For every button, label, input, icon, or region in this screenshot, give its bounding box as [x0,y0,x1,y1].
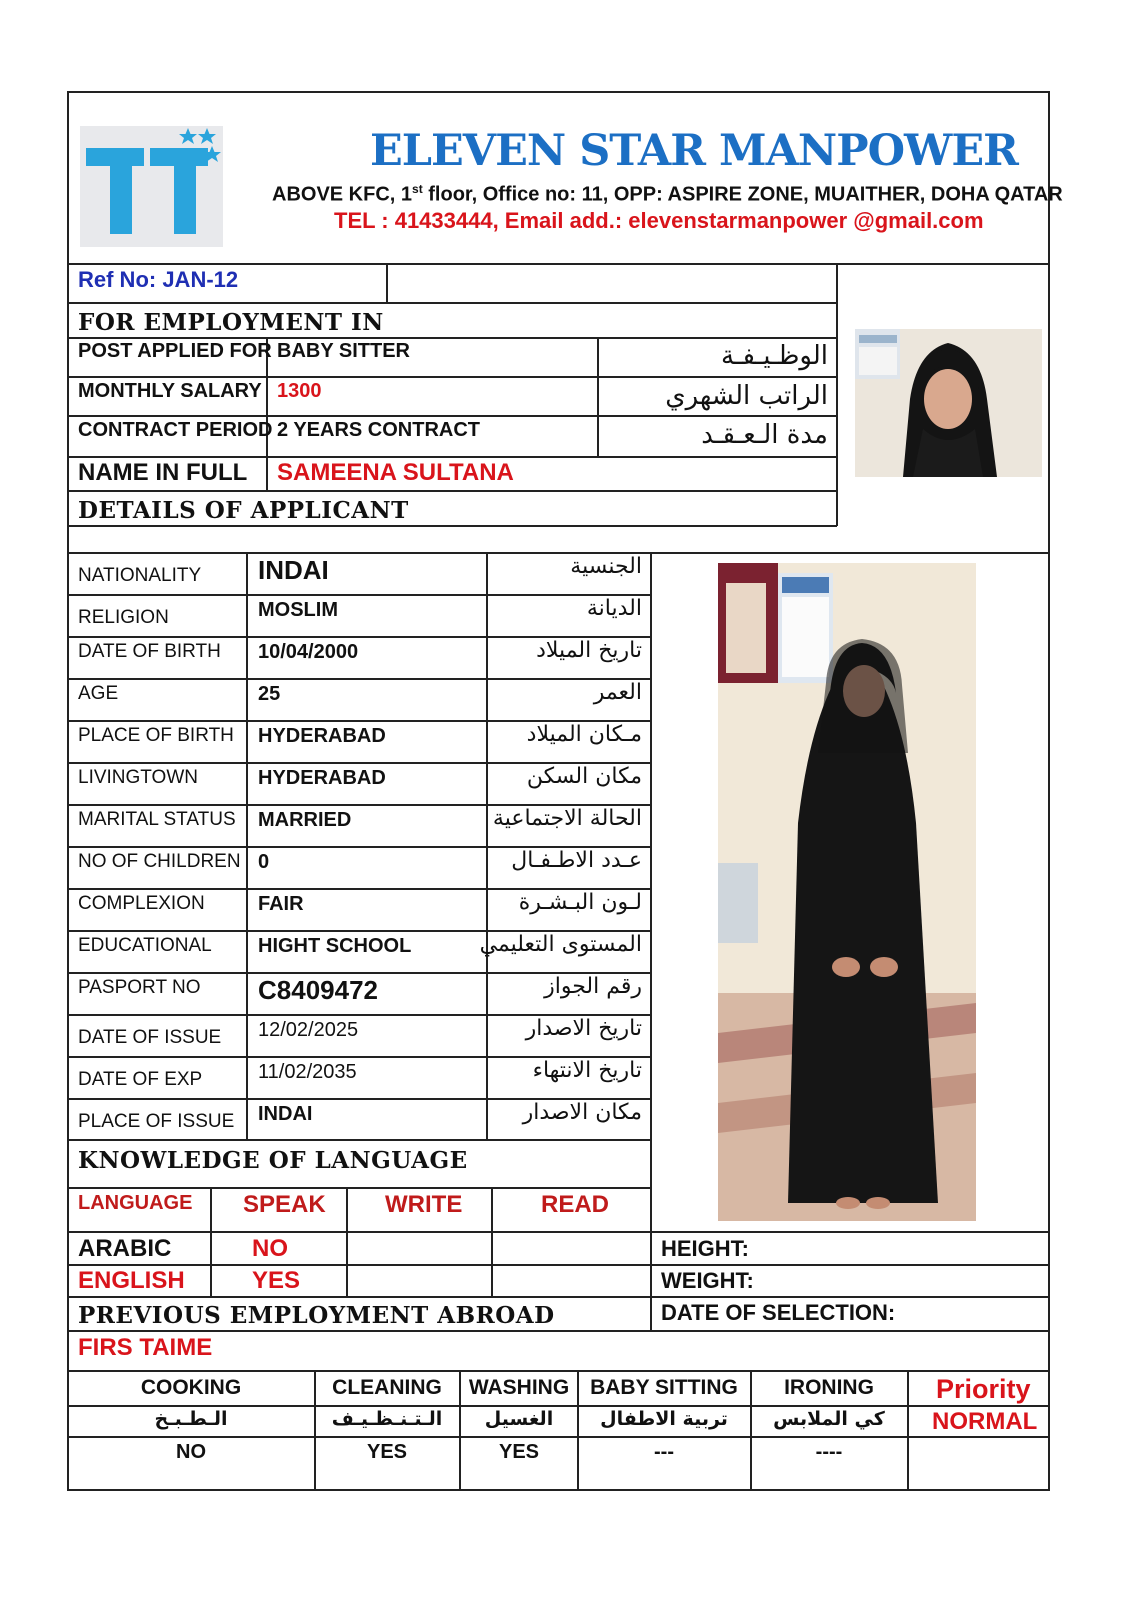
company-address: ABOVE KFC, 1st floor, Office no: 11, OPP: ASPIRE ZONE, MUAITHER, DOHA QATAR [272,182,1063,206]
contract-label: CONTRACT PERIOD [78,419,273,441]
detail-label: PLACE OF BIRTH [78,725,234,746]
skill-value: YES [366,1441,408,1463]
skill-ar: تربية الاطفال [600,1408,728,1430]
detail-label-ar: مكان السكن [526,764,642,789]
detail-label: COMPLEXION [78,893,205,914]
skill-ar: الـطـبـخ [154,1408,228,1430]
detail-value: C8409472 [258,975,378,1005]
detail-label: AGE [78,683,119,704]
skill-en: WASHING [468,1376,570,1399]
detail-label: DATE OF BIRTH [78,641,221,662]
detail-label-ar: تاريخ الاصدار [525,1016,642,1041]
post-value: BABY SITTER [277,340,410,362]
detail-value: MOSLIM [258,599,338,621]
detail-label: PLACE OF ISSUE [78,1111,235,1132]
detail-label-ar: تاريخ الانتهاء [532,1058,642,1083]
detail-value: HYDERABAD [258,725,386,747]
company-contact: TEL : 41433444, Email add.: elevenstarmanpower @gmail.com [334,208,984,233]
detail-label-ar: الحالة الاجتماعية [492,806,642,831]
salary-label-ar: الراتب الشهري [665,381,828,411]
detail-label-ar: العمر [593,680,642,705]
detail-label: RELIGION [78,607,169,628]
detail-value: FAIR [258,893,304,915]
contract-value: 2 YEARS CONTRACT [277,419,480,441]
salary-value: 1300 [277,380,322,402]
weight-label: WEIGHT: [661,1268,754,1293]
language-header-write: WRITE [385,1191,463,1218]
applicant-full-photo [718,563,976,1221]
post-label-ar: الوظـيـفـة [720,341,828,371]
detail-value: INDAI [258,555,329,585]
detail-label-ar: لـون البـشـرة [518,890,642,915]
language-heading: KNOWLEDGE OF LANGUAGE [78,1147,468,1174]
detail-label-ar: الجنسية [570,554,642,579]
language-header-language: LANGUAGE [78,1192,193,1214]
applicant-portrait-photo [855,329,1042,477]
selection-date-label: DATE OF SELECTION: [661,1300,896,1325]
detail-label: DATE OF ISSUE [78,1027,222,1048]
priority-label: Priority [936,1374,1031,1404]
skill-value: NO [176,1441,206,1463]
detail-label: NATIONALITY [78,565,202,586]
skill-ar: الغسيل [484,1408,554,1430]
detail-label-ar: المستوى التعليمي [479,932,642,957]
skill-ar: كي الملابس [773,1408,885,1430]
language-arabic-speak: NO [252,1235,288,1262]
detail-label: DATE OF EXP [78,1069,203,1090]
skill-en: COOKING [140,1376,242,1399]
ref-number: Ref No: JAN-12 [78,267,239,292]
name-label: NAME IN FULL [78,459,248,486]
skill-value: ---- [815,1441,843,1463]
salary-label: MONTHLY SALARY [78,380,262,402]
detail-value: 12/02/2025 [258,1019,359,1041]
company-name: ELEVEN STAR MANPOWER [370,126,1018,176]
language-arabic: ARABIC [78,1235,172,1262]
detail-value: HIGHT SCHOOL [258,935,412,957]
detail-value: 25 [258,683,281,705]
detail-value: INDAI [258,1103,313,1125]
detail-value: 11/02/2035 [258,1061,357,1083]
detail-value: HYDERABAD [258,767,386,789]
previous-employment-value: FIRS TAIME [78,1334,213,1361]
name-value: SAMEENA SULTANA [277,459,514,486]
employment-heading: FOR EMPLOYMENT IN [78,309,384,336]
detail-label: MARITAL STATUS [78,809,236,830]
language-english-speak: YES [252,1267,301,1294]
detail-label: NO OF CHILDREN [78,851,241,872]
skill-en: CLEANING [332,1376,442,1399]
detail-label-ar: رقم الجواز [544,974,642,999]
skill-value: --- [654,1441,674,1463]
post-label: POST APPLIED FOR [78,340,272,362]
skill-en: BABY SITTING [590,1376,738,1399]
detail-label-ar: مـكان الميلاد [526,722,642,747]
detail-label: EDUCATIONAL [78,935,212,956]
priority-value: NORMAL [932,1408,1038,1435]
previous-employment-heading: PREVIOUS EMPLOYMENT ABROAD [78,1302,555,1329]
skill-en: IRONING [784,1376,874,1399]
detail-value: 0 [258,851,270,873]
detail-label-ar: مكان الاصدار [522,1100,642,1125]
contract-label-ar: مدة الـعـقـد [701,420,828,450]
language-header-speak: SPEAK [243,1191,326,1218]
detail-label-ar: الديانة [586,596,642,621]
language-english: ENGLISH [78,1267,185,1294]
detail-value: 10/04/2000 [258,641,359,663]
height-label: HEIGHT: [661,1236,749,1261]
details-heading: DETAILS OF APPLICANT [78,497,409,524]
detail-label: PASPORT NO [78,977,201,998]
detail-value: MARRIED [258,809,352,831]
skill-ar: الـتـنـظـيـف [331,1408,443,1430]
language-header-read: READ [541,1191,610,1218]
company-logo [80,126,223,247]
skill-value: YES [498,1441,540,1463]
detail-label: LIVINGTOWN [78,767,198,788]
detail-label-ar: عـدد الاطـفـال [511,848,642,873]
detail-label-ar: تاريخ الميلاد [536,638,642,663]
